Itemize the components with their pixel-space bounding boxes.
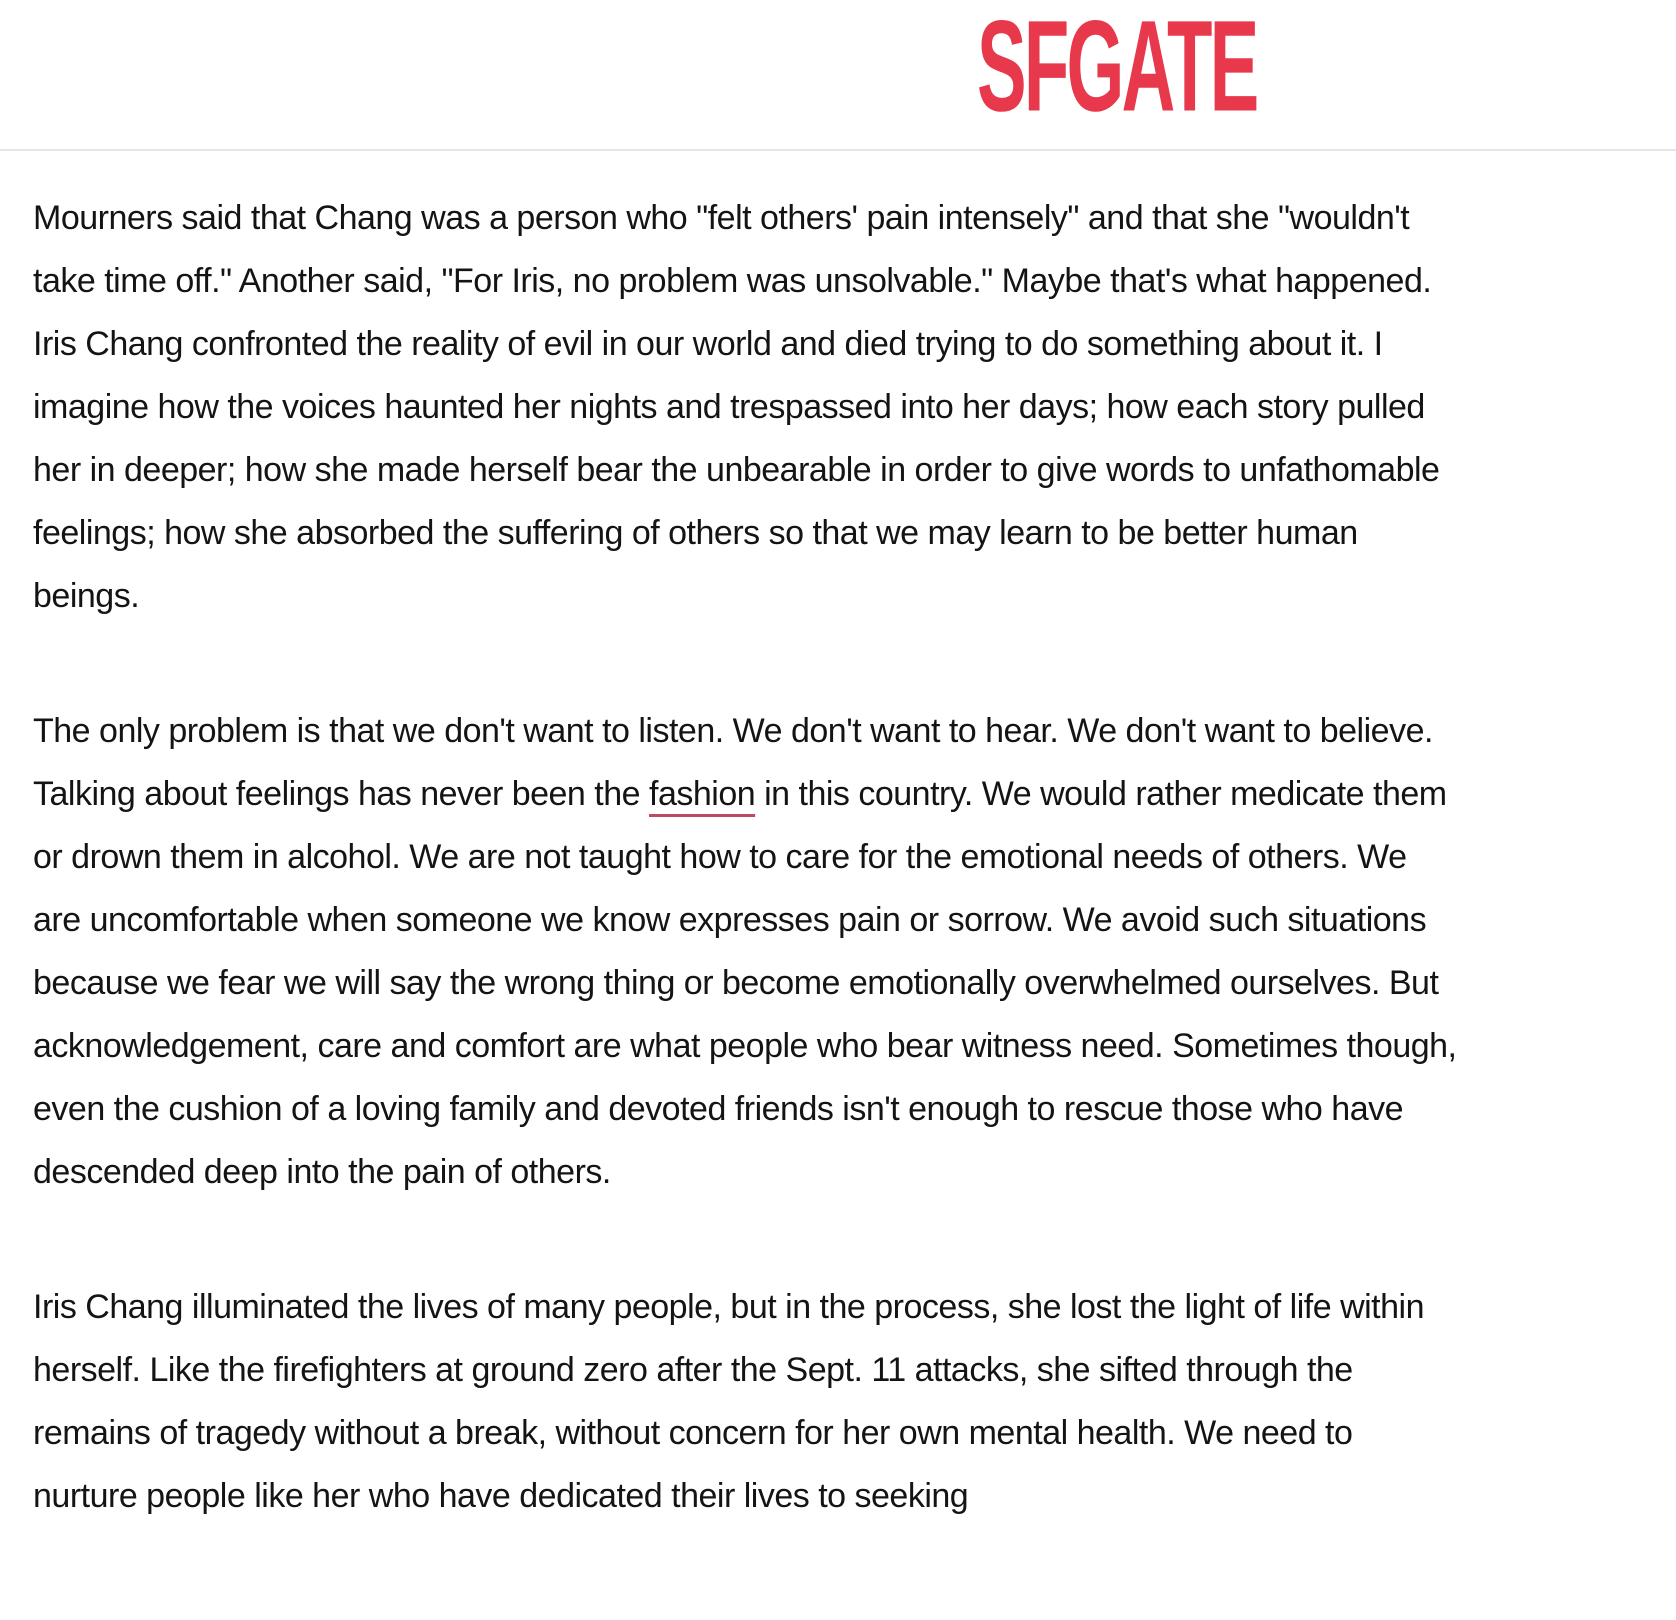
paragraph-2-text-before-link: The only problem is that we don't want to listen. We don't want to hear. We don't want to believe. Talking about feelings has never been the xyxy=(33,712,1433,813)
article-body xyxy=(33,187,1463,1528)
article-paragraph-1: Mourners said that Chang was a person who "felt others' pain intensely" and that she "wouldn't take time off." Another said, "For Iris, no problem was unsolvable." Maybe that's what happened. Iris Chang confronted the reality of evil in our world and died trying to do something about it. I imagine how the voices haunted her nights and trespassed into her days; how each story pulled her in deeper; how she made herself bear the unbearable in order to give words to unfathomable feelings; how she absorbed the suffering of others so that we may learn to be better human beings. xyxy=(33,199,1440,615)
site-header xyxy=(0,0,1676,151)
sfgate-logo: SFGATE xyxy=(977,0,1257,139)
article-paragraph-2 xyxy=(33,700,1463,1204)
article-paragraph-3: Iris Chang illuminated the lives of many people, but in the process, she lost the light of life within herself. Like the firefighters at ground zero after the Sept. 11 attacks, she sifted through the remains of tragedy without a break, without concern for her own mental health. We need to nurture people like her who have dedicated their lives to seeking xyxy=(33,1288,1424,1515)
sfgate-logo-link[interactable] xyxy=(977,0,1278,139)
paragraph-2-text-after-link: in this country. We would rather medicate them or drown them in alcohol. We are not taught how to care for the emotional needs of others. We are uncomfortable when someone we know expresses pain or sorrow. We avoid such situations because we fear we will say the wrong thing or become emotionally overwhelmed ourselves. But acknowledgement, care and comfort are what people who bear witness need. Sometimes though, even the cushion of a loving family and devoted friends isn't enough to rescue those who have descended deep into the pain of others. xyxy=(33,775,1457,1191)
fashion-link[interactable]: fashion xyxy=(649,775,756,813)
